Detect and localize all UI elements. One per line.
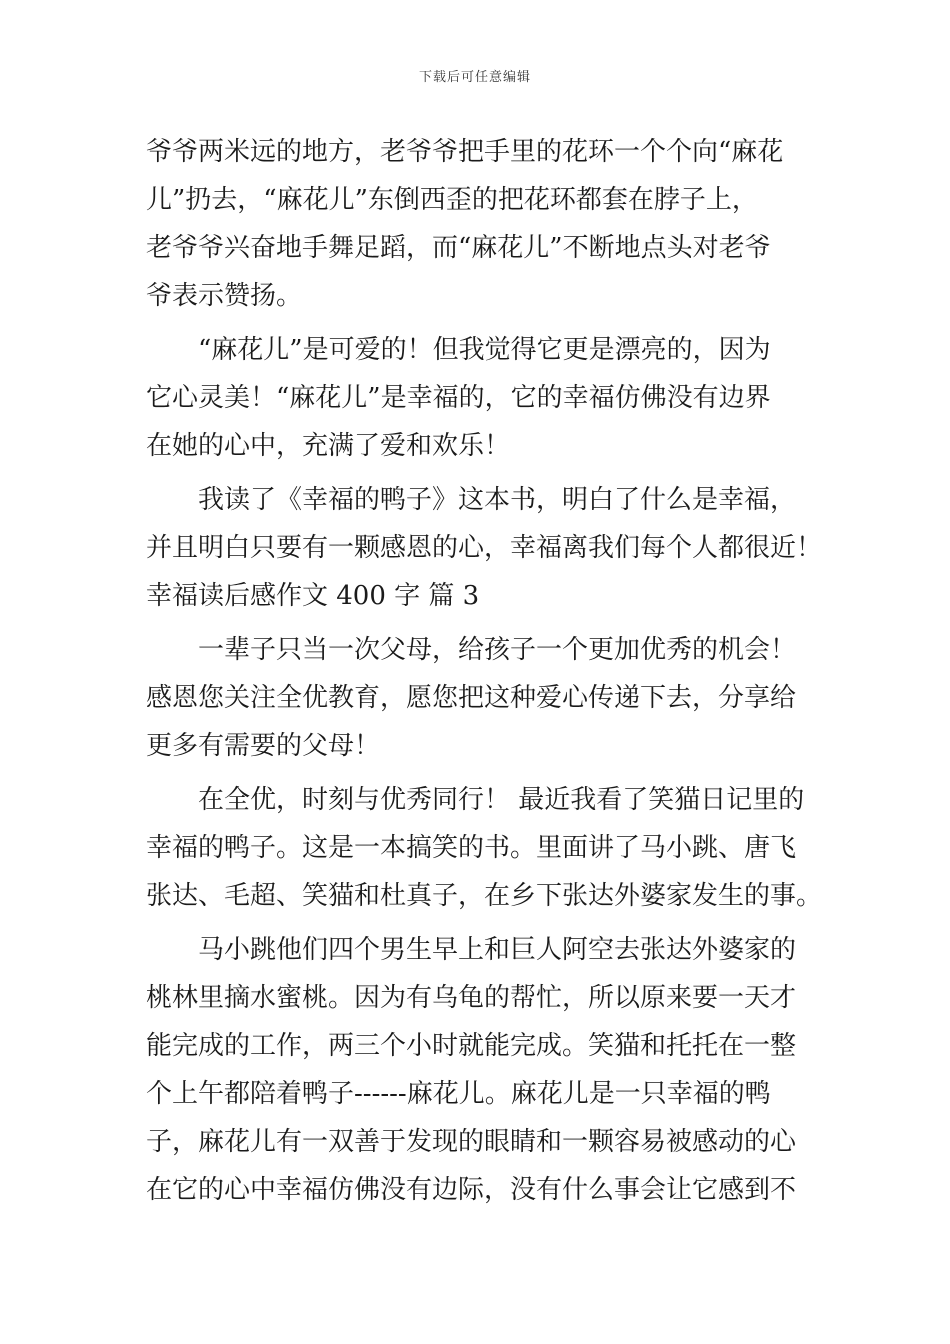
text-line: 它心灵美！“麻花儿”是幸福的，它的幸福仿佛没有边界 bbox=[146, 383, 771, 413]
text-line: 更多有需要的父母！ bbox=[146, 731, 381, 761]
text-line: 感恩您关注全优教育，愿您把这种爱心传递下去，分享给 bbox=[146, 683, 797, 713]
document-body bbox=[146, 128, 826, 1214]
text-line: “麻花儿”是可爱的！但我觉得它更是漂亮的，因为 bbox=[198, 335, 771, 365]
text-line: 个上午都陪着鸭子------麻花儿。麻花儿是一只幸福的鸭 bbox=[146, 1079, 771, 1109]
text-line: 老爷爷兴奋地手舞足蹈，而“麻花儿”不断地点头对老爷 bbox=[146, 233, 771, 263]
text-line: 幸福的鸭子。这是一本搞笑的书。里面讲了马小跳、唐飞 bbox=[146, 833, 797, 863]
section-heading: 幸福读后感作文 400 字 篇 3 bbox=[146, 581, 480, 611]
text-line: 并且明白只要有一颗感恩的心，幸福离我们每个人都很近！ bbox=[146, 533, 823, 563]
text-line: 马小跳他们四个男生早上和巨人阿空去张达外婆家的 bbox=[198, 935, 797, 965]
text-line: 儿”扔去，“麻花儿”东倒西歪的把花环都套在脖子上， bbox=[146, 185, 758, 215]
page-header: 下载后可任意编辑 bbox=[418, 70, 531, 85]
text-line: 一辈子只当一次父母，给孩子一个更加优秀的机会！ bbox=[198, 635, 797, 665]
text-line: 在全优，时刻与优秀同行！ 最近我看了笑猫日记里的 bbox=[198, 785, 805, 815]
text-line: 子，麻花儿有一双善于发现的眼睛和一颗容易被感动的心 bbox=[146, 1127, 797, 1157]
text-line: 张达、毛超、笑猫和杜真子，在乡下张达外婆家发生的事。 bbox=[146, 881, 823, 911]
text-line: 我读了《幸福的鸭子》这本书，明白了什么是幸福， bbox=[198, 485, 797, 515]
text-line: 在它的心中幸福仿佛没有边际，没有什么事会让它感到不 bbox=[146, 1175, 797, 1205]
text-line: 爷爷两米远的地方，老爷爷把手里的花环一个个向“麻花 bbox=[146, 137, 784, 167]
text-line: 爷表示赞扬。 bbox=[146, 281, 303, 311]
text-line: 能完成的工作，两三个小时就能完成。笑猫和托托在一整 bbox=[146, 1031, 797, 1061]
text-line: 在她的心中，充满了爱和欢乐！ bbox=[146, 431, 511, 461]
text-line: 桃林里摘水蜜桃。因为有乌龟的帮忙，所以原来要一天才 bbox=[146, 983, 797, 1013]
